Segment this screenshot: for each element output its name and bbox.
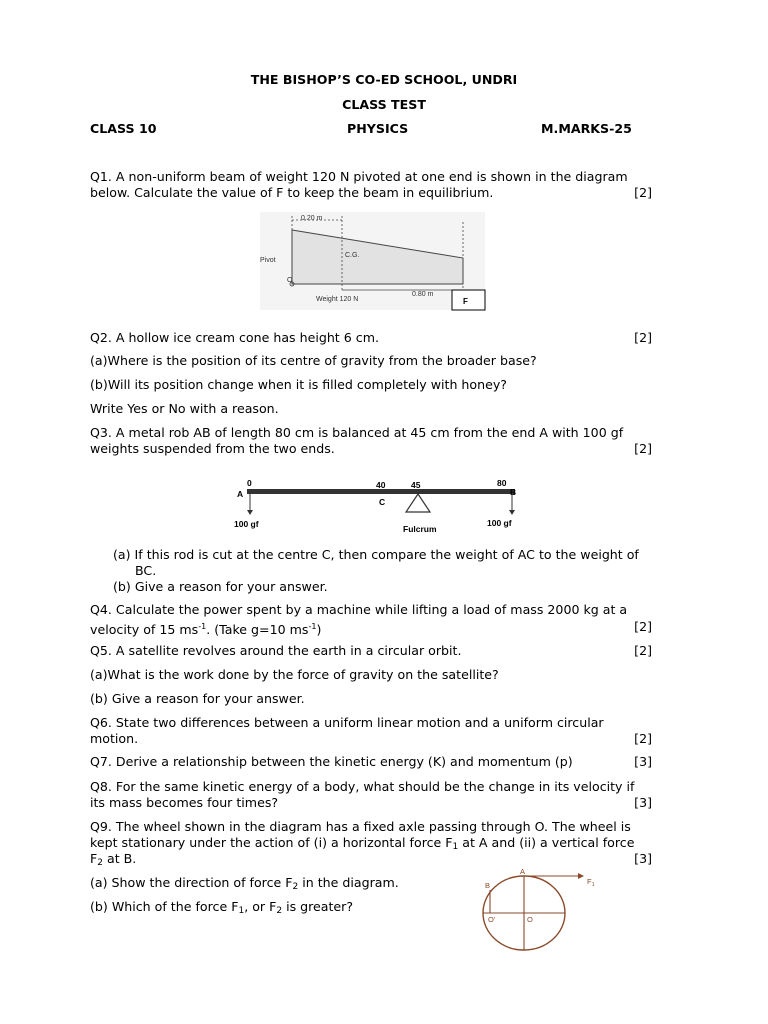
q1-marks: [2]	[634, 185, 652, 200]
fulcrum-label: Fulcrum	[403, 524, 437, 534]
q9-marks: [3]	[634, 851, 652, 866]
q8-line2: its mass becomes four times?	[90, 795, 279, 810]
wheel-diagram	[478, 866, 608, 952]
q9-line1: Q9. The wheel shown in the diagram has a fixed axle passing through O. The wheel is	[90, 819, 631, 834]
q2-part-c: Write Yes or No with a reason.	[90, 401, 279, 416]
max-marks: M.MARKS-25	[541, 121, 632, 136]
class-label: CLASS 10	[90, 121, 157, 136]
q1-line1: Q1. A non-uniform beam of weight 120 N pivoted at one end is shown in the diagram	[90, 169, 628, 184]
q9-line3: $F_2$ at B.	[90, 851, 137, 868]
point-o-label: O	[527, 915, 533, 924]
tick-40: 40	[376, 480, 386, 490]
q6-line2: motion.	[90, 731, 139, 746]
q3-part-a-line1: (a) If this rod is cut at the centre C, then compare the weight of AC to the weight of	[113, 547, 639, 562]
q3-part-b: (b) Give a reason for your answer.	[113, 579, 328, 594]
fulcrum-triangle	[406, 494, 430, 512]
weight-label: Weight 120 N	[316, 296, 359, 303]
q8-marks: [3]	[634, 795, 652, 810]
q5-marks: [2]	[634, 643, 652, 658]
q3-marks: [2]	[634, 441, 652, 456]
q1-line2: below. Calculate the value of F to keep the beam in equilibrium.	[90, 185, 494, 200]
q9-line2: kept stationary under the action of (i) a horizontal force $F_1$ at A and (ii) a vertical force	[90, 835, 635, 852]
tick-80: 80	[497, 478, 507, 488]
tick-0: 0	[247, 478, 252, 488]
q3-line2: weights suspended from the two ends.	[90, 441, 335, 456]
pivot-label: Pivot	[260, 257, 276, 264]
force-f1-label: $F_1$	[587, 877, 595, 888]
subject-label: PHYSICS	[347, 121, 409, 136]
q2-part-a: (a)Where is the position of its centre of gravity from the broader base?	[90, 353, 537, 368]
q5-part-a: (a)What is the work done by the force of gravity on the satellite?	[90, 667, 499, 682]
q4-marks: [2]	[634, 619, 652, 634]
left-arrow	[247, 510, 253, 515]
right-weight-label: 100 gf	[487, 518, 512, 528]
force-box	[452, 290, 485, 310]
cg-label: C.G.	[345, 252, 360, 259]
dist2-label: 0.80 m	[412, 291, 434, 298]
rod-diagram	[225, 474, 535, 538]
q6-line1: Q6. State two differences between a uniform linear motion and a uniform circular	[90, 715, 604, 730]
q5-part-b: (b) Give a reason for your answer.	[90, 691, 305, 706]
q3-line1: Q3. A metal rob AB of length 80 cm is balanced at 45 cm from the end A with 100 gf	[90, 425, 624, 440]
q5-line1: Q5. A satellite revolves around the earth in a circular orbit.	[90, 643, 462, 658]
point-b-label: B	[485, 881, 491, 890]
q2-line1: Q2. A hollow ice cream cone has height 6 cm.	[90, 330, 379, 345]
test-title: CLASS TEST	[342, 97, 426, 112]
tick-45: 45	[411, 480, 421, 490]
end-b-label: B	[510, 487, 517, 497]
q6-marks: [2]	[634, 731, 652, 746]
centre-c-label: C	[379, 497, 386, 507]
point-o-prime-label: O'	[488, 915, 496, 924]
q4-line2: velocity of 15 $ms^{-1}$. (Take g=10 $ms^{-1}$)	[90, 622, 322, 637]
q8-line1: Q8. For the same kinetic energy of a body, what should be the change in its velocity if	[90, 779, 635, 794]
q7-marks: [3]	[634, 754, 652, 769]
school-name: THE BISHOP’S CO-ED SCHOOL, UNDRI	[250, 72, 518, 87]
right-arrow	[509, 510, 515, 515]
beam-diagram	[255, 210, 495, 316]
q4-line1: Q4. Calculate the power spent by a machine while lifting a load of mass 2000 kg at a	[90, 602, 628, 617]
pivot-o-label: O	[287, 277, 293, 284]
q9-part-a: (a) Show the direction of force $F_2$ in the diagram.	[90, 875, 399, 892]
q7-line1: Q7. Derive a relationship between the kinetic energy (K) and momentum (p)	[90, 754, 573, 769]
end-a-label: A	[237, 489, 244, 499]
left-weight-label: 100 gf	[234, 519, 259, 529]
q2-part-b: (b)Will its position change when it is filled completely with honey?	[90, 377, 507, 392]
q3-part-a-line2: BC.	[135, 563, 157, 578]
q9-part-b: (b) Which of the force $F_1$, or $F_2$ is greater?	[90, 899, 354, 916]
force-label: F	[463, 297, 468, 306]
dist1-label: 0.20 m	[301, 215, 323, 222]
point-a-label: A	[520, 867, 526, 876]
f1-arrowhead	[578, 873, 584, 879]
q2-marks: [2]	[634, 330, 652, 345]
